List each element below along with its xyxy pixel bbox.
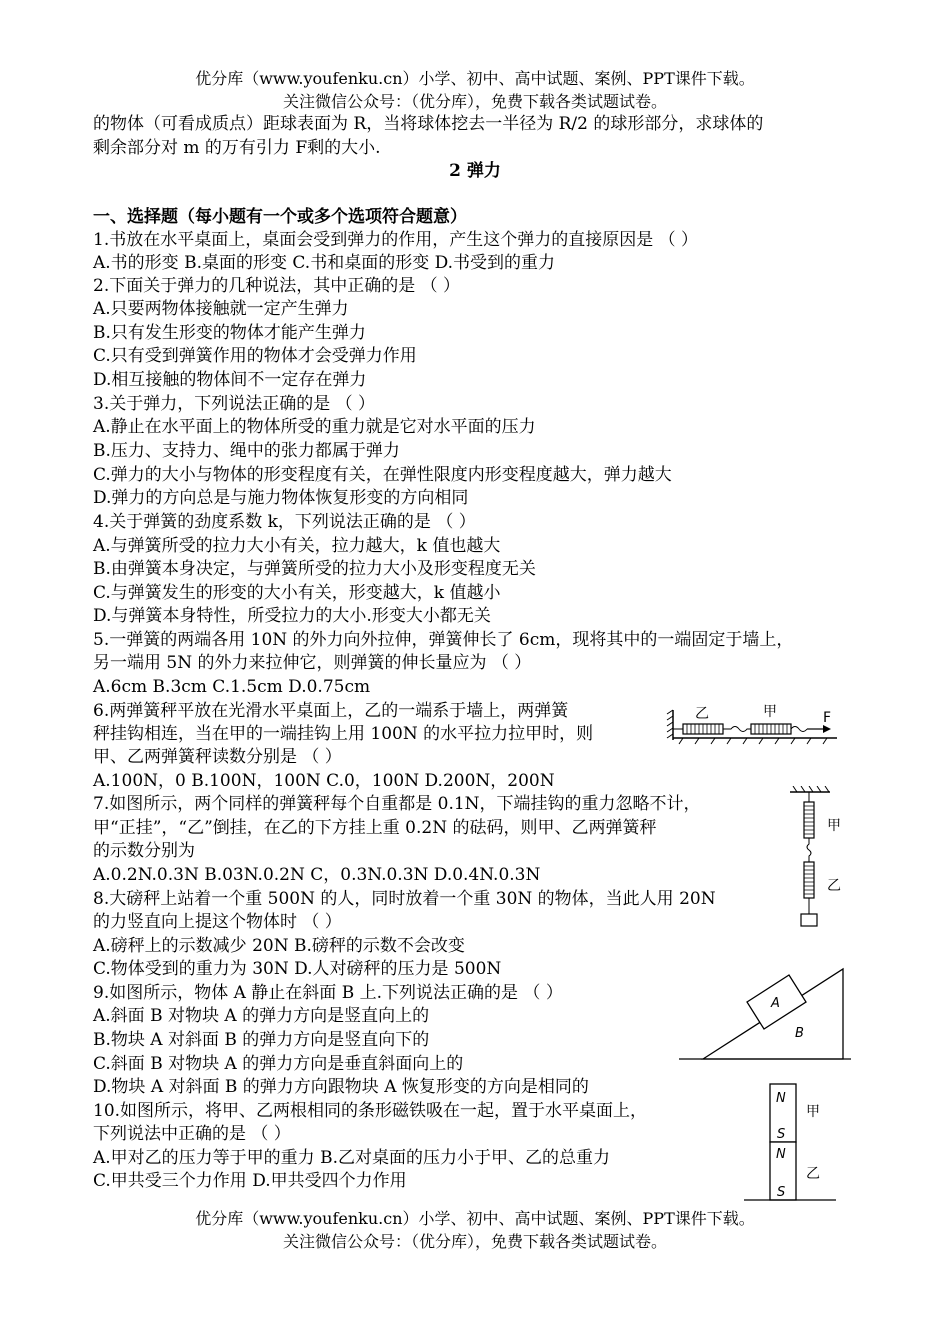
question-8-line-2: 的力竖直向上提这个物体时 （ ） [93, 912, 342, 932]
figure-7-label-yi: 乙 [827, 878, 841, 894]
question-3-option-d: D.弹力的方向总是与施力物体恢复形变的方向相同 [93, 488, 469, 508]
question-2-option-a: A.只要两物体接触就一定产生弹力 [93, 299, 349, 319]
question-1-options: A.书的形变 B.桌面的形变 C.书和桌面的形变 D.书受到的重力 [93, 253, 556, 273]
part-title: 一、选择题（每小题有一个或多个选项符合题意） [93, 207, 467, 227]
question-6-line-1: 6.两弹簧秤平放在光滑水平桌面上，乙的一端系于墙上，两弹簧 [93, 701, 569, 721]
figure-10-label-s-bottom: S [777, 1185, 786, 1200]
figure-10-label-n-top: N [776, 1091, 786, 1106]
figure-6-label-yi: 乙 [695, 706, 709, 722]
footer-line-2: 关注微信公众号：（优分库），免费下载各类试题试卷。 [282, 1232, 667, 1251]
question-7-line-1: 7.如图所示，两个同样的弹簧秤每个自重都是 0.1N，下端挂钩的重力忽略不计， [93, 794, 701, 814]
question-4-option-b: B.由弹簧本身决定，与弹簧所受的拉力大小及形变程度无关 [93, 559, 536, 579]
question-9-option-a: A.斜面 B 对物块 A 的弹力方向是竖直向上的 [93, 1006, 430, 1026]
header-line-1: 优分库（www.youfenku.cn）小学、初中、高中试题、案例、PPT课件下载。 [195, 69, 755, 88]
question-8-line-1: 8.大磅秤上站着一个重 500N 的人，同时放着一个重 30N 的物体，当此人用 20N [93, 889, 716, 909]
question-1: 1.书放在水平桌面上，桌面会受到弹力的作用，产生这个弹力的直接原因是 （ ） [93, 230, 699, 250]
question-5-line-1: 5.一弹簧的两端各用 10N 的外力向外拉伸，弹簧伸长了 6cm，现将其中的一端固定于墙上， [93, 630, 794, 650]
figure-7-label-jia: 甲 [827, 818, 841, 834]
figure-6-label-f: F [823, 710, 832, 726]
question-2: 2.下面关于弹力的几种说法，其中正确的是 （ ） [93, 276, 461, 296]
figure-6-spring-scales [665, 700, 845, 746]
question-7-line-3: 的示数分别为 [93, 841, 195, 861]
question-6-options: A.100N，0 B.100N，100N C.0，100N D.200N，200N [93, 771, 555, 791]
question-9-option-b: B.物块 A 对斜面 B 的弹力方向是竖直向下的 [93, 1030, 430, 1050]
question-5-options: A.6cm B.3cm C.1.5cm D.0.75cm [93, 677, 371, 697]
question-9-option-c: C.斜面 B 对物块 A 的弹力方向是垂直斜面向上的 [93, 1054, 464, 1074]
question-3: 3.关于弹力，下列说法正确的是 （ ） [93, 394, 376, 414]
question-2-option-c: C.只有受到弹簧作用的物体才会受弹力作用 [93, 346, 417, 366]
figure-9-label-a: A [771, 996, 780, 1011]
question-4-option-a: A.与弹簧所受的拉力大小有关，拉力越大，k 值也越大 [93, 536, 501, 556]
figure-10-magnets [740, 1080, 840, 1205]
section-title: 2 弹力 [449, 161, 501, 181]
footer-line-1: 优分库（www.youfenku.cn）小学、初中、高中试题、案例、PPT课件下载。 [195, 1209, 755, 1228]
figure-10-label-n-bottom: N [776, 1147, 786, 1162]
figure-10-label-jia: 甲 [806, 1104, 820, 1120]
intro-line-1: 的物体（可看成质点）距球表面为 R，当将球体挖去一半径为 R/2 的球形部分，求球体的 [93, 114, 764, 134]
question-3-option-b: B.压力、支持力、绳中的张力都属于弹力 [93, 441, 400, 461]
intro-line-2: 剩余部分对 m 的万有引力 F剩的大小. [93, 138, 381, 158]
figure-10-label-s-top: S [777, 1127, 786, 1142]
figure-7-hanging-scales [785, 786, 850, 931]
question-9: 9.如图所示，物体 A 静止在斜面 B 上.下列说法正确的是 （ ） [93, 983, 563, 1003]
question-9-option-d: D.物块 A 对斜面 B 的弹力方向跟物块 A 恢复形变的方向是相同的 [93, 1077, 589, 1097]
question-2-option-b: B.只有发生形变的物体才能产生弹力 [93, 323, 366, 343]
question-3-option-a: A.静止在水平面上的物体所受的重力就是它对水平面的压力 [93, 417, 536, 437]
question-4-option-c: C.与弹簧发生的形变的大小有关，形变越大，k 值越小 [93, 583, 501, 603]
question-10-line-2: 下列说法中正确的是 （ ） [93, 1124, 291, 1144]
question-4-option-d: D.与弹簧本身特性，所受拉力的大小.形变大小都无关 [93, 606, 491, 626]
figure-6-label-jia: 甲 [763, 704, 777, 720]
question-6-line-3: 甲、乙两弹簧秤读数分别是 （ ） [93, 747, 342, 767]
question-8-options-ab: A.磅秤上的示数减少 20N B.磅秤的示数不会改变 [93, 936, 465, 956]
question-7-options: A.0.2N.0.3N B.03N.0.2N C，0.3N.0.3N D.0.4N.0.3N [93, 865, 541, 885]
question-5-line-2: 另一端用 5N 的外力来拉伸它，则弹簧的伸长量应为 （ ） [93, 653, 532, 673]
question-10-options-ab: A.甲对乙的压力等于甲的重力 B.乙对桌面的压力小于甲、乙的总重力 [93, 1148, 610, 1168]
question-10-line-1: 10.如图所示，将甲、乙两根相同的条形磁铁吸在一起，置于水平桌面上， [93, 1101, 648, 1121]
figure-9-incline [675, 965, 855, 1065]
question-2-option-d: D.相互接触的物体间不一定存在弹力 [93, 370, 367, 390]
figure-9-label-b: B [795, 1026, 804, 1041]
figure-10-label-yi: 乙 [806, 1166, 820, 1182]
question-3-option-c: C.弹力的大小与物体的形变程度有关，在弹性限度内形变程度越大，弹力越大 [93, 465, 672, 485]
question-7-line-2: 甲“正挂”，“乙”倒挂，在乙的下方挂上重 0.2N 的砝码，则甲、乙两弹簧秤 [93, 818, 657, 838]
question-10-options-cd: C.甲共受三个力作用 D.甲共受四个力作用 [93, 1171, 407, 1191]
question-8-options-cd: C.物体受到的重力为 30N D.人对磅秤的压力是 500N [93, 959, 502, 979]
question-4: 4.关于弹簧的劲度系数 k，下列说法正确的是 （ ） [93, 512, 476, 532]
question-6-line-2: 秤挂钩相连，当在甲的一端挂钩上用 100N 的水平拉力拉甲时，则 [93, 724, 594, 744]
header-line-2: 关注微信公众号：（优分库），免费下载各类试题试卷。 [282, 92, 667, 111]
